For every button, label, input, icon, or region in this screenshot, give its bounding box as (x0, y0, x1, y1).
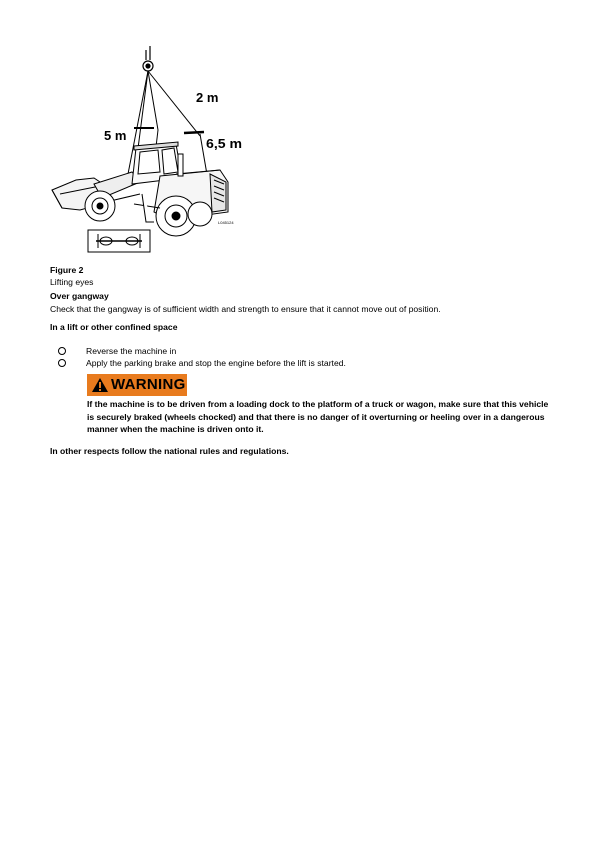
wheel-loader-icon (52, 142, 228, 236)
lift-heading: In a lift or other confined space (50, 322, 178, 332)
warning-badge (87, 374, 187, 396)
list-item-text: Reverse the machine in (86, 346, 177, 356)
right-distance-label: 6,5 m (206, 136, 242, 151)
figure-subcaption: Lifting eyes (50, 277, 94, 287)
top-distance-label: 2 m (196, 90, 219, 105)
gangway-heading: Over gangway (50, 291, 109, 301)
lifting-diagram (50, 44, 242, 254)
list-item-text: Apply the parking brake and stop the engine before the lift is started. (86, 358, 346, 368)
warning-label: WARNING (111, 376, 186, 393)
figure-caption: Figure 2 (50, 265, 84, 275)
gangway-paragraph: Check that the gangway is of sufficient width and strength to ensure that it cannot move out of position. (50, 304, 441, 314)
closing-statement: In other respects follow the national rules and regulations. (50, 446, 289, 456)
crane-hook-icon (143, 46, 153, 71)
shackle-detail-icon (88, 230, 150, 252)
warning-triangle-icon (91, 377, 109, 393)
figure-code-label: L045124 (218, 220, 234, 225)
spreader-bar (184, 132, 204, 133)
warning-text: If the machine is to be driven from a loading dock to the platform of a truck or wagon, make sure that this vehicle is securely braked (wheels chocked) and that there is no danger of it overturning or heeling over in a dangerous manner when the machine is driven onto it. (87, 399, 549, 435)
wheel-loader-lifting-illustration (50, 44, 242, 254)
bullet-circle-icon (58, 347, 66, 355)
bullet-circle-icon (58, 359, 66, 367)
left-distance-label: 5 m (104, 128, 127, 143)
